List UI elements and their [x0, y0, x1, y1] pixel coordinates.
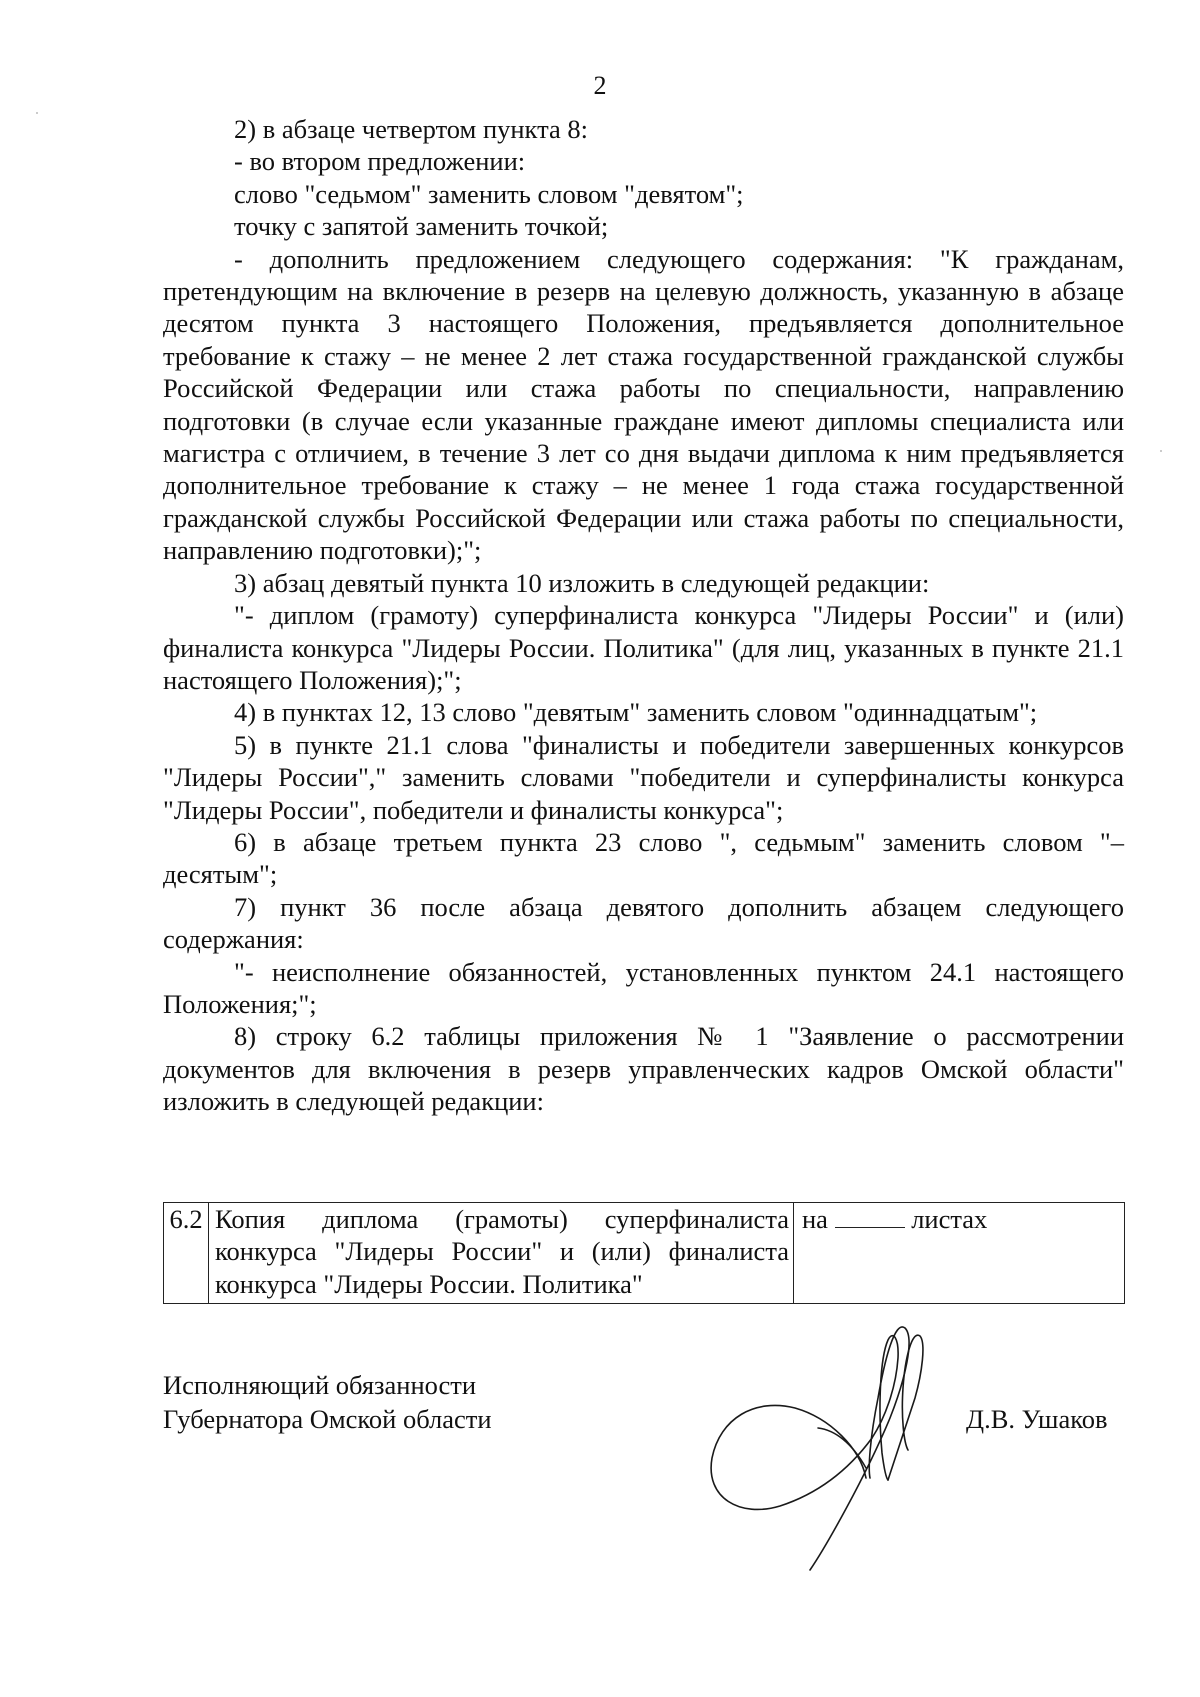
- document-body: [163, 113, 1124, 1118]
- pages-prefix: на: [802, 1204, 828, 1234]
- table-row-description: Копия диплома (грамоты) суперфиналиста конкурса "Лидеры России" и (или) финалиста конкурса "Лидеры России. Политика": [209, 1203, 794, 1304]
- paragraph-add-sentence: - дополнить предложением следующего содержания: "К гражданам, претендующим на включение в резерв на целевую должность, указанную в абзаце десятом пункта 3 настоящего Положения, предъявляется дополнительное требование к стажу – не менее 2 лет стажа государственной гражданской службы Российской Федерации или стажа работы по специальности, направлению подготовки (в случае если указанные граждане имеют дипломы специалиста или магистра с отличием, в течение 3 лет со дня выдачи диплома к ним предъявляется дополнительное требование к стажу – не менее 1 года стажа государственной гражданской службы Российской Федерации или стажа работы по специальности, направлению подготовки);";: [163, 243, 1124, 566]
- handwritten-signature: [700, 1318, 960, 1578]
- table-row-pages: [794, 1203, 1125, 1304]
- paragraph-second-sentence: - во втором предложении:: [234, 146, 526, 177]
- paragraph-item-2: 2) в абзаце четвертом пункта 8:: [234, 114, 588, 144]
- paragraph-item-4: 4) в пунктах 12, 13 слово "девятым" заменить словом "одиннадцатым";: [234, 697, 1038, 728]
- paragraph-word-replace: слово "седьмом" заменить словом "девятом";: [234, 178, 744, 209]
- amendment-table: [163, 1202, 1125, 1304]
- signatory-title-line1: Исполняющий обязанности: [163, 1370, 477, 1400]
- paragraph-diploma-quote: "- диплом (грамоту) суперфиналиста конкурса "Лидеры России" и (или) финалиста конкурса "Лидеры России. Политика" (для лиц, указанных в пункте 21.1 настоящего Положения);";: [163, 600, 1124, 695]
- paragraph-item-5: 5) в пункте 21.1 слова "финалисты и победители завершенных конкурсов "Лидеры России"," заменить словами "победители и суперфиналисты конкурса "Лидеры России", победители и финалисты конкурса";: [163, 729, 1124, 825]
- signatory-name: Д.В. Ушаков: [966, 1404, 1108, 1434]
- paragraph-obligations-quote: "- неисполнение обязанностей, установленных пунктом 24.1 настоящего Положения;";: [163, 956, 1124, 1019]
- paragraph-item-7: 7) пункт 36 после абзаца девятого дополнить абзацем следующего содержания:: [163, 891, 1124, 955]
- table-row: [164, 1203, 1125, 1304]
- table-row-number: 6.2: [164, 1203, 209, 1304]
- paragraph-item-3: 3) абзац девятый пункта 10 изложить в следующей редакции:: [234, 567, 930, 598]
- paragraph-semicolon-replace: точку с запятой заменить точкой;: [234, 211, 609, 242]
- signatory-title-line2: Губернатора Омской области: [163, 1404, 492, 1434]
- paragraph-item-6: 6) в абзаце третьем пункта 23 слово ", седьмым" заменить словом "– десятым";: [163, 826, 1124, 890]
- scan-speck: [1160, 450, 1162, 452]
- scan-speck: [36, 112, 38, 114]
- paragraph-item-8: 8) строку 6.2 таблицы приложения № 1 "Заявление о рассмотрении документов для включения в резерв управленческих кадров Омской области" изложить в следующей редакции:: [163, 1021, 1124, 1117]
- pages-suffix: листах: [911, 1204, 988, 1234]
- signatory-title: [163, 1368, 492, 1436]
- page-number: 2: [593, 71, 607, 100]
- pages-blank: [835, 1205, 905, 1228]
